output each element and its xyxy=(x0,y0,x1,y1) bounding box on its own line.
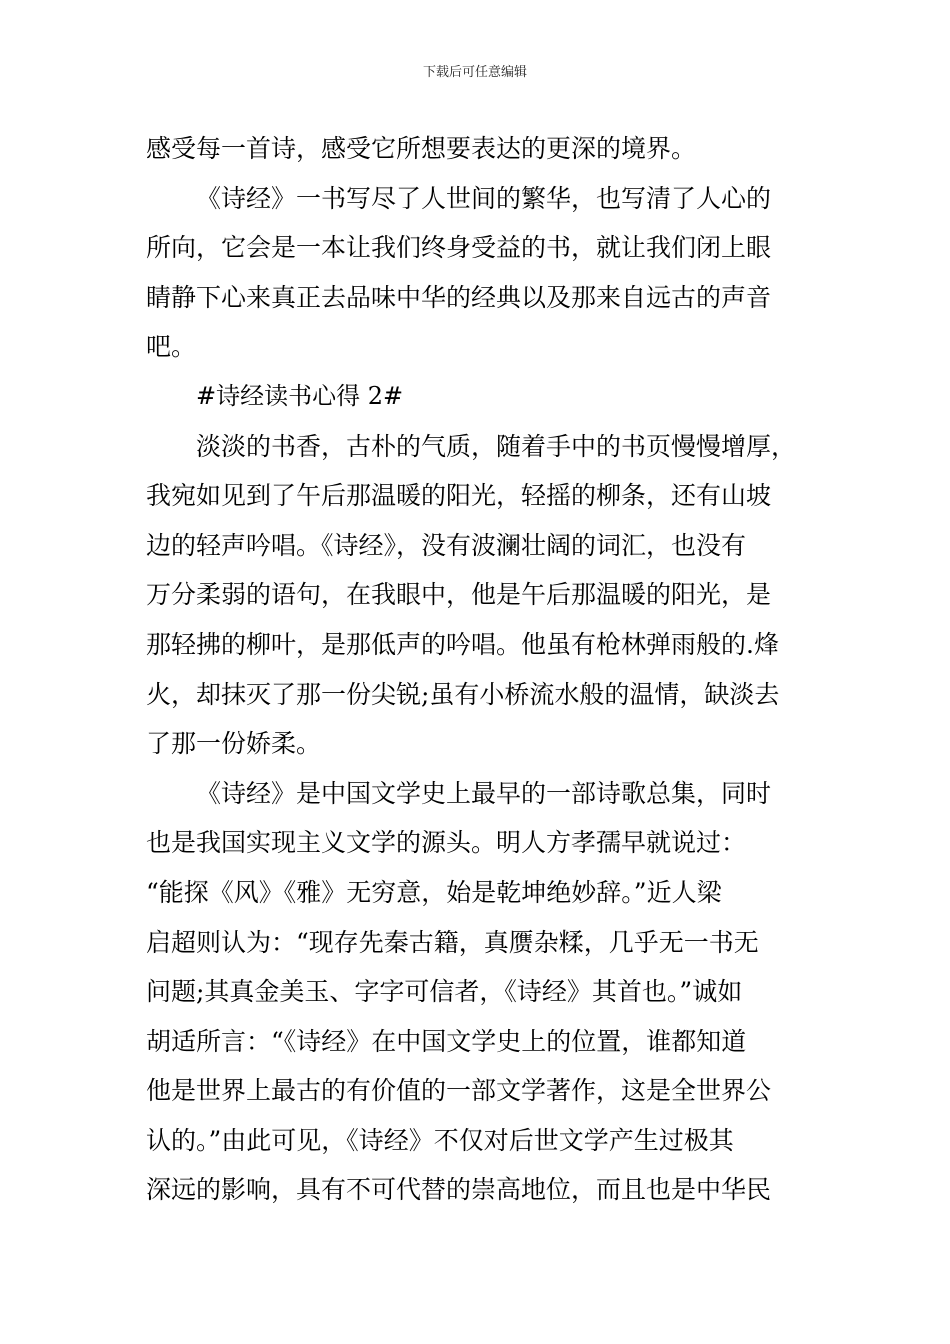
text-line: 《诗经》是中国文学史上最早的一部诗歌总集，同时 xyxy=(196,778,772,808)
text-line: 火，却抹灭了那一份尖锐;虽有小桥流水般的温情，缺淡去 xyxy=(146,679,780,709)
section-heading: #诗经读书心得 2# xyxy=(196,381,404,410)
text-line: 也是我国实现主义文学的源头。明人方孝孺早就说过： xyxy=(146,828,747,858)
text-line: 感受每一首诗，感受它所想要表达的更深的境界。 xyxy=(146,134,697,163)
document-body xyxy=(146,124,808,1215)
text-line: 他是世界上最古的有价值的一部文学著作，这是全世界公 xyxy=(146,1076,772,1106)
text-line: 我宛如见到了午后那温暖的阳光，轻摇的柳条，还有山坡 xyxy=(146,481,772,511)
page-header: 下载后可任意编辑 xyxy=(422,65,527,80)
text-line: 启超则认为：“现存先秦古籍，真赝杂糅，几乎无一书无 xyxy=(146,927,759,957)
text-line: 睛静下心来真正去品味中华的经典以及那来自远古的声音 xyxy=(146,282,772,312)
text-line: 问题;其真金美玉、字字可信者，《诗经》其首也。”诚如 xyxy=(146,977,743,1007)
text-line: 《诗经》一书写尽了人世间的繁华，也写清了人心的 xyxy=(196,183,772,213)
text-line: 淡淡的书香，古朴的气质，随着手中的书页慢慢增厚， xyxy=(196,431,797,461)
text-line: 深远的影响，具有不可代替的崇高地位，而且也是中华民 xyxy=(146,1175,772,1205)
text-line: 边的轻声吟唱。《诗经》，没有波澜壮阔的词汇，也没有 xyxy=(146,530,747,560)
text-line: 了那一份娇柔。 xyxy=(146,729,322,759)
text-line: 认的。”由此可见，《诗经》不仅对后世文学产生过极其 xyxy=(146,1125,734,1155)
text-line: 吧。 xyxy=(146,332,197,362)
text-line: 所向，它会是一本让我们终身受益的书，就让我们闭上眼 xyxy=(146,233,772,263)
text-line: 胡适所言：“《诗经》在中国文学史上的位置，谁都知道 xyxy=(146,1026,747,1056)
text-line: 万分柔弱的语句，在我眼中，他是午后那温暖的阳光，是 xyxy=(146,580,772,610)
text-line: “能探《风》《雅》无穷意，始是乾坤绝妙辞。”近人梁 xyxy=(146,877,722,907)
text-line: 那轻拂的柳叶，是那低声的吟唱。他虽有枪林弹雨般的.烽 xyxy=(146,629,779,659)
